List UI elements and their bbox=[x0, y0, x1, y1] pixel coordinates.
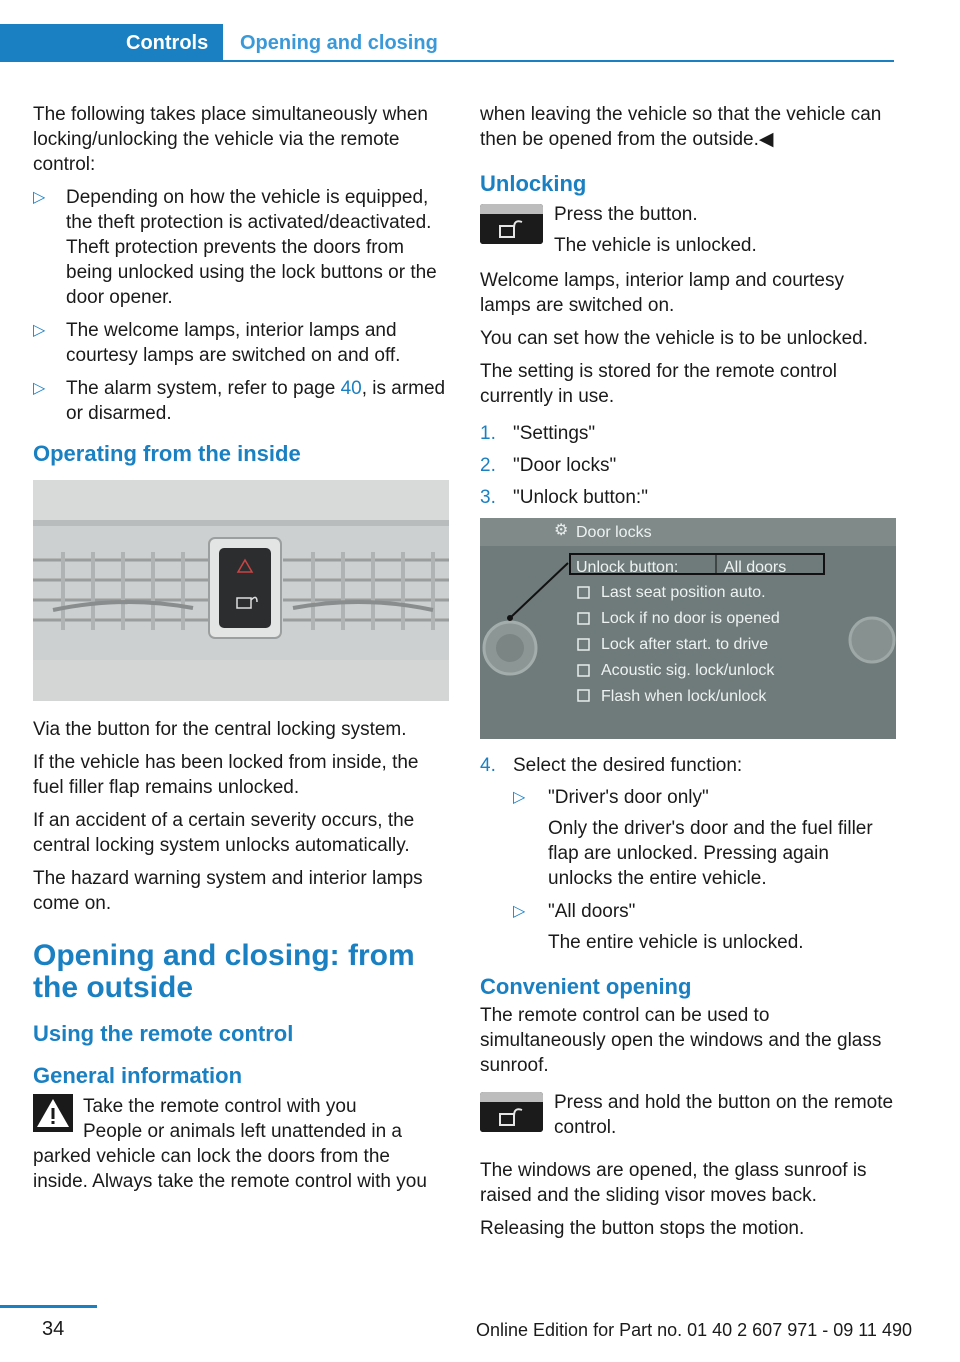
screen-option[interactable]: Last seat position auto. bbox=[601, 584, 766, 601]
press-hold-text: Press and hold the button on the remote control. bbox=[554, 1092, 894, 1138]
screen-option[interactable]: Lock if no door is opened bbox=[601, 610, 780, 627]
screen-unlock-value[interactable]: All doors bbox=[724, 559, 787, 576]
section-tab[interactable]: Controls bbox=[0, 24, 223, 62]
screen-unlock-label[interactable]: Unlock button: bbox=[576, 559, 679, 576]
bullet-text: Depending on how the vehicle is equipped, the theft protection is activated/deactivated. Theft protection prevents the doors from being unlocked using the lock buttons or the door opener. bbox=[66, 187, 437, 308]
bullet-text-pre: The alarm system, refer to page bbox=[66, 378, 341, 399]
press-hold-instruction bbox=[480, 1090, 896, 1146]
paragraph-stored: The setting is stored for the remote control currently in use. bbox=[480, 361, 837, 407]
warning-title: Take the remote control with you bbox=[83, 1096, 357, 1117]
step-item bbox=[480, 753, 896, 778]
step-text: "Unlock button:" bbox=[513, 487, 648, 508]
right-column bbox=[480, 102, 896, 1249]
heading-unlocking: Unlocking bbox=[480, 171, 587, 196]
step-text: "Settings" bbox=[513, 423, 596, 444]
subsection-tab[interactable]: Opening and closing bbox=[240, 32, 438, 54]
paragraph-windows-opened: The windows are opened, the glass sunroof is raised and the sliding visor moves back. bbox=[480, 1160, 867, 1206]
step-number: 3. bbox=[480, 487, 496, 508]
warning-triangle-icon bbox=[33, 1094, 73, 1132]
heading-remote-control: Using the remote control bbox=[33, 1021, 294, 1046]
step-text: Select the desired function: bbox=[513, 755, 743, 776]
bullet-triangle-icon: ▷ bbox=[33, 189, 46, 206]
sub-option-title: "All doors" bbox=[548, 901, 636, 922]
left-column bbox=[33, 102, 449, 1194]
step-item bbox=[480, 421, 896, 446]
step-number: 1. bbox=[480, 423, 496, 444]
bullet-item bbox=[33, 318, 449, 368]
page-number: 34 bbox=[42, 1318, 65, 1340]
heading-operating-inside: Operating from the inside bbox=[33, 441, 301, 466]
paragraph-locked-inside: If the vehicle has been locked from inside, the fuel filler flap remains unlocked. bbox=[33, 752, 419, 798]
page-header bbox=[0, 24, 894, 62]
sub-option-title: "Driver's door only" bbox=[548, 787, 709, 808]
bullet-triangle-icon: ▷ bbox=[33, 322, 46, 339]
continued-paragraph: when leaving the vehicle so that the vehicle can then be opened from the outside.◀ bbox=[480, 104, 882, 150]
heading-opening-outside: Opening and closing: from the outside bbox=[33, 939, 415, 1004]
paragraph-release: Releasing the button stops the motion. bbox=[480, 1218, 805, 1239]
paragraph-set-unlock: You can set how the vehicle is to be unlocked. bbox=[480, 328, 868, 349]
bullet-triangle-icon: ▷ bbox=[513, 903, 526, 920]
step-item bbox=[480, 485, 896, 510]
paragraph-welcome-lamps: Welcome lamps, interior lamp and courtesy lamps are switched on. bbox=[480, 270, 844, 316]
unlock-button-icon bbox=[480, 204, 543, 244]
warning-text: People or animals left unattended in a parked vehicle can lock the doors from the inside. Always take the remote control with you bbox=[33, 1121, 427, 1192]
screen-option[interactable]: Flash when lock/unlock bbox=[601, 688, 767, 705]
unlock-button-icon bbox=[480, 1092, 543, 1132]
page-link[interactable]: 40 bbox=[340, 378, 362, 399]
sub-option bbox=[513, 785, 896, 891]
bullet-text-post: , is armed or disarmed. bbox=[66, 378, 446, 424]
door-locks-screen-image bbox=[480, 518, 896, 739]
screen-option[interactable]: Acoustic sig. lock/unlock bbox=[601, 662, 775, 679]
paragraph-hazard: The hazard warning system and interior lamps come on. bbox=[33, 868, 423, 914]
heading-general-information: General information bbox=[33, 1063, 243, 1088]
step-number: 2. bbox=[480, 455, 496, 476]
intro-paragraph: The following takes place simultaneously when locking/unlocking the vehicle via the remote control: bbox=[33, 104, 428, 175]
unlock-instruction bbox=[480, 202, 896, 262]
step-number: 4. bbox=[480, 755, 496, 776]
sub-option-text: The entire vehicle is unlocked. bbox=[548, 932, 804, 953]
sub-option bbox=[513, 899, 896, 955]
edition-text: Online Edition for Part no. 01 40 2 607 971 - 09 11 490 bbox=[476, 1320, 912, 1340]
screen-option[interactable]: Lock after start. to drive bbox=[601, 636, 769, 653]
bullet-item bbox=[33, 376, 449, 426]
paragraph-convenient: The remote control can be used to simultaneously open the windows and the glass sunroof. bbox=[480, 1005, 882, 1076]
press-button-text: Press the button. bbox=[554, 204, 698, 225]
footer-rule bbox=[0, 1305, 97, 1308]
gear-icon: ⚙ bbox=[554, 522, 569, 539]
warning-block bbox=[33, 1094, 449, 1119]
figure-caption: Via the button for the central locking system. bbox=[33, 719, 407, 740]
vehicle-unlocked-text: The vehicle is unlocked. bbox=[554, 235, 757, 256]
step-text: "Door locks" bbox=[513, 455, 617, 476]
central-locking-button-image bbox=[33, 480, 449, 701]
bullet-triangle-icon: ▷ bbox=[33, 380, 46, 397]
step-item bbox=[480, 453, 896, 478]
screen-title: Door locks bbox=[576, 524, 652, 541]
sub-option-text: Only the driver's door and the fuel filler flap are unlocked. Pressing again unlocks the entire vehicle. bbox=[548, 818, 873, 889]
paragraph-accident: If an accident of a certain severity occurs, the central locking system unlocks automatically. bbox=[33, 810, 415, 856]
heading-convenient-opening: Convenient opening bbox=[480, 974, 692, 999]
bullet-item bbox=[33, 185, 449, 310]
bullet-text: The welcome lamps, interior lamps and courtesy lamps are switched on and off. bbox=[66, 320, 401, 366]
bullet-triangle-icon: ▷ bbox=[513, 789, 526, 806]
